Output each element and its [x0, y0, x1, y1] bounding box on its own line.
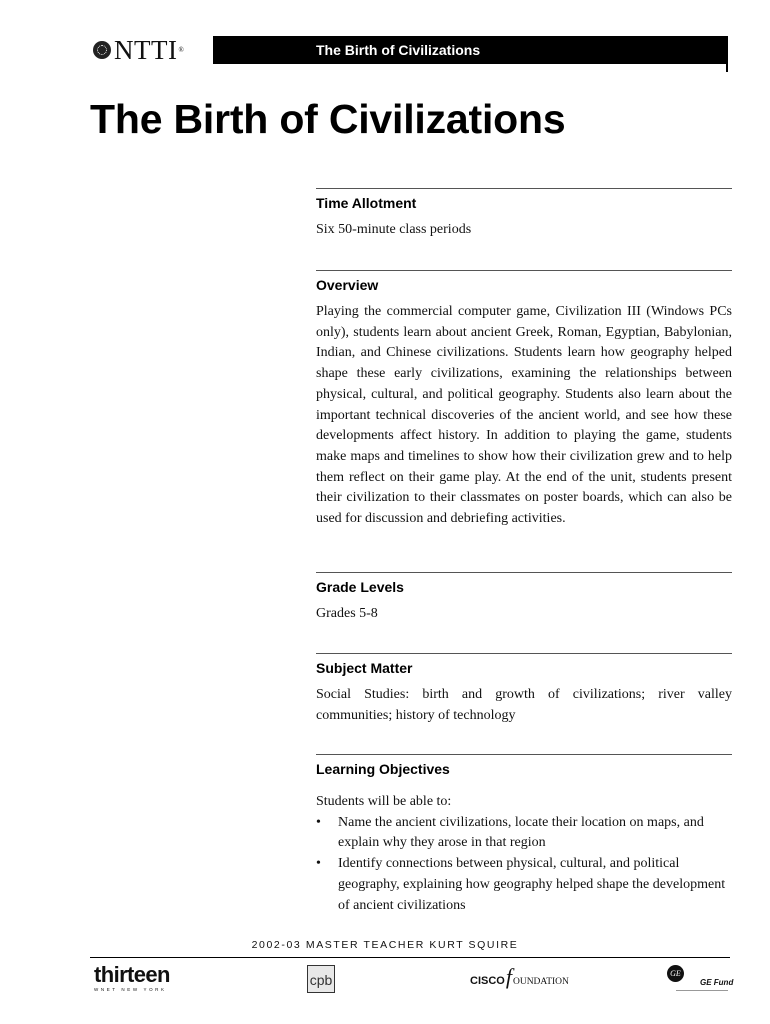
time-allotment-body: Six 50-minute class periods — [316, 222, 472, 237]
ntti-logo-text: NTTI — [114, 34, 178, 65]
objective-text: Identify connections between physical, cultural, and political geography, explaining how geography helped shape the development of ancient civilizations — [338, 856, 726, 913]
thirteen-wordmark: thirteen — [94, 962, 170, 987]
bullet-icon: • — [316, 814, 321, 830]
section-learning-objectives — [316, 754, 732, 916]
ntti-logo — [93, 36, 184, 64]
cpb-logo: cpb — [307, 965, 335, 993]
ge-monogram-icon: GE — [667, 965, 684, 982]
section-grade-levels — [316, 572, 732, 653]
learning-objectives-intro: Students will be able to: — [316, 794, 452, 809]
objective-item — [316, 813, 732, 854]
objective-text: Name the ancient civilizations, locate their location on maps, and explain why they arose in that region — [338, 814, 704, 851]
registered-mark: ® — [178, 46, 184, 54]
subject-matter-body: Social Studies: birth and growth of civilizations; river valley communities; history of technology — [316, 687, 732, 723]
time-allotment-heading: Time Allotment — [316, 195, 417, 211]
subject-matter-heading: Subject Matter — [316, 660, 413, 676]
header-bar-title: The Birth of Civilizations — [316, 42, 481, 58]
bullet-icon: • — [316, 856, 321, 872]
header-bar — [213, 36, 727, 64]
objectives-list — [316, 813, 732, 917]
section-subject-matter — [316, 653, 732, 754]
footer-rule — [90, 957, 730, 958]
cisco-f-glyph: f — [505, 964, 512, 989]
thirteen-subtitle: WNET NEW YORK — [94, 987, 167, 992]
learning-objectives-heading: Learning Objectives — [316, 761, 450, 777]
ge-fund-rule — [676, 990, 728, 991]
cisco-foundation-text: OUNDATION — [512, 977, 569, 987]
objective-item — [316, 854, 732, 916]
ntti-globe-icon — [93, 41, 111, 59]
document-title: The Birth of Civilizations — [90, 96, 566, 142]
header-bar-end-rule — [726, 36, 728, 72]
footer-credit: 2002-03 MASTER TEACHER KURT SQUIRE — [251, 939, 519, 951]
grade-levels-body: Grades 5-8 — [316, 606, 378, 621]
cisco-foundation-logo — [470, 964, 569, 989]
overview-heading: Overview — [316, 277, 379, 293]
section-time-allotment — [316, 188, 732, 270]
grade-levels-heading: Grade Levels — [316, 579, 404, 595]
section-overview — [316, 270, 732, 572]
thirteen-logo — [94, 964, 170, 992]
lesson-content — [316, 188, 732, 916]
ge-fund-text: GE Fund — [700, 978, 734, 987]
overview-body: Playing the commercial computer game, Civilization III (Windows PCs only), students learn about ancient Greek, Roman, Egyptian, Babylonian, Indian, and Chinese civilizations. Students learn how geography helped shape these early civilizations, examining the relationships between physical, cultural, and political geography. Students also learn about the important technical discoveries of the ancient world, and see how these developments affect history. In addition to playing the game, students make maps and timelines to show how their civilization grew and to help them reflect on their game play. At the end of the unit, students present their civilization to their classmates on poster boards, which can also be used for discussion and debriefing activities. — [316, 304, 732, 527]
cisco-wordmark: CISCO — [470, 975, 505, 987]
